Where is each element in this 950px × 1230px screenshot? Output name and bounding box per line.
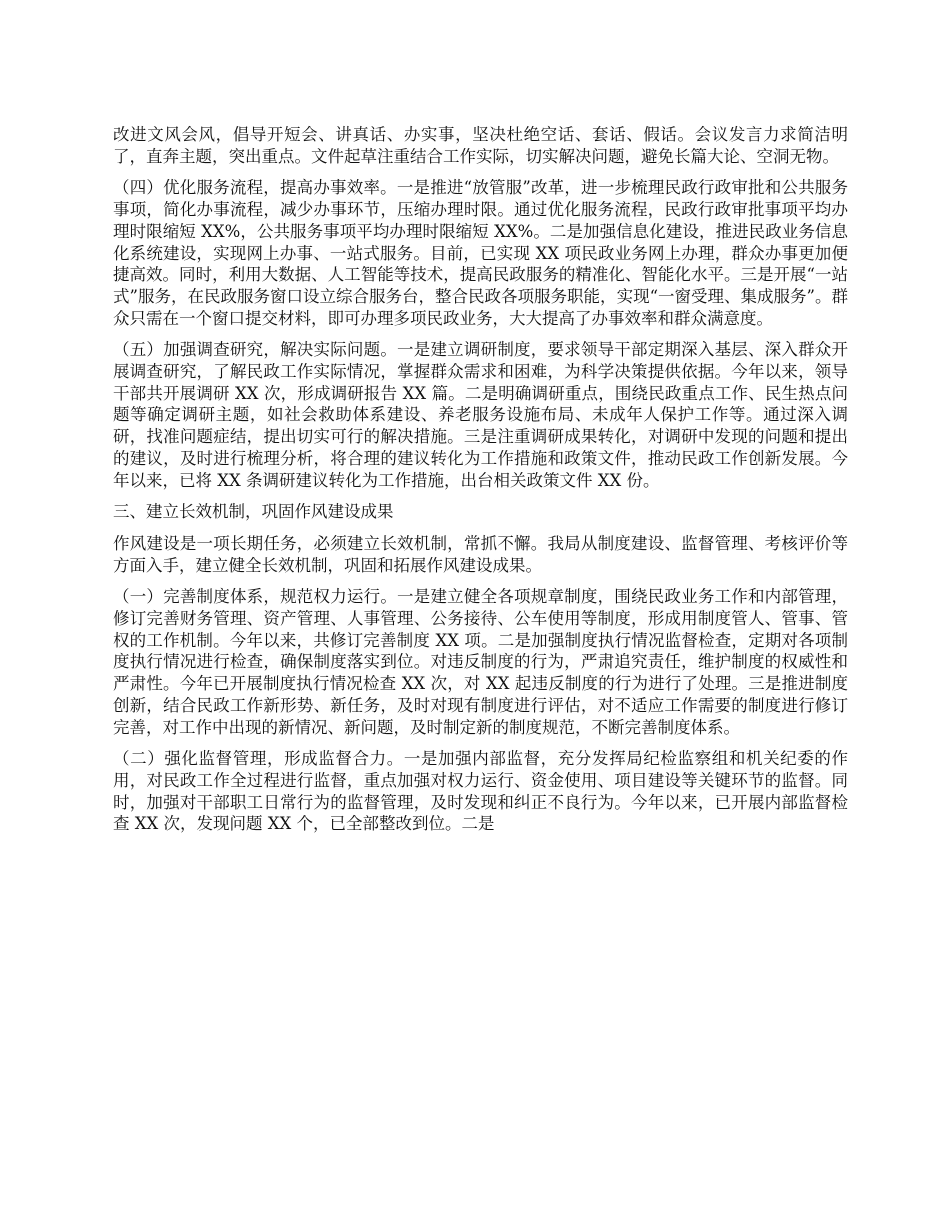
paragraph-long-term-intro: 作风建设是一项长期任务，必须建立长效机制，常抓不懈。我局从制度建设、监督管理、考核评价等方面入手，建立健全长效机制，巩固和拓展作风建设成果。 bbox=[113, 533, 848, 575]
document-body bbox=[113, 124, 848, 845]
paragraph-style-improvement: 改进文风会风，倡导开短会、讲真话、办实事，坚决杜绝空话、套话、假话。会议发言力求简洁明了，直奔主题，突出重点。文件起草注重结合工作实际，切实解决问题，避免长篇大论、空洞无物。 bbox=[113, 125, 848, 166]
paragraph-optimize-service: （四）优化服务流程，提高办事效率。一是推进“放管服”改革，进一步梳理民政行政审批和公共服务事项，简化办事流程，减少办事环节，压缩办理时限。通过优化服务流程，民政行政审批事项平均办理时限缩短 XX%，公共服务事项平均办理时限缩短 XX%。二是加强信息化建设，推进民政业务信息化系统建设，实现网上办事、一站式服务。目前，已实现 XX 项民政业务网上办理，群众办事更加便捷高效。同时，利用大数据、人工智能等技术，提高民政服务的精准化、智能化水平。三是开展“一站式”服务，在民政服务窗口设立综合服务台，整合民政各项服务职能，实现“一窗受理、集成服务”。群众只需在一个窗口提交材料，即可办理多项民政业务，大大提高了办事效率和群众满意度。 bbox=[113, 178, 848, 328]
paragraph-strengthen-supervision: （二）强化监督管理，形成监督合力。一是加强内部监督，充分发挥局纪检监察组和机关纪委的作用，对民政工作全过程进行监督，重点加强对权力运行、资金使用、项目建设等关键环节的监督。同时，加强对干部职工日常行为的监督管理，及时发现和纠正不良行为。今年以来，已开展内部监督检查 XX 次，发现问题 XX 个，已全部整改到位。二是 bbox=[113, 749, 848, 834]
paragraph-investigation-research: （五）加强调查研究，解决实际问题。一是建立调研制度，要求领导干部定期深入基层、深入群众开展调查研究，了解民政工作实际情况，掌握群众需求和困难，为科学决策提供依据。今年以来，领导干部共开展调研 XX 次，形成调研报告 XX 篇。二是明确调研重点，围绕民政重点工作、民生热点问题等确定调研主题，如社会救助体系建设、养老服务设施布局、未成年人保护工作等。通过深入调研，找准问题症结，提出切实可行的解决措施。三是注重调研成果转化，对调研中发现的问题和提出的建议，及时进行梳理分析，将合理的建议转化为工作措施和政策文件，推动民政工作创新发展。今年以来，已将 XX 条调研建议转化为工作措施，出台相关政策文件 XX 份。 bbox=[113, 340, 848, 490]
paragraph-improve-system: （一）完善制度体系，规范权力运行。一是建立健全各项规章制度，围绕民政业务工作和内部管理，修订完善财务管理、资产管理、人事管理、公务接待、公车使用等制度，形成用制度管人、管事、管权的工作机制。今年以来，共修订完善制度 XX 项。二是加强制度执行情况监督检查，定期对各项制度执行情况进行检查，确保制度落实到位。对违反制度的行为，严肃追究责任，维护制度的权威性和严肃性。今年已开展制度执行情况检查 XX 次，对 XX 起违反制度的行为进行了处理。三是推进制度创新，结合民政工作新形势、新任务，及时对现有制度进行评估，对不适应工作需要的制度进行修订完善，对工作中出现的新情况、新问题，及时制定新的制度规范，不断完善制度体系。 bbox=[113, 587, 848, 737]
section-heading-long-term-mechanism: 三、建立长效机制，巩固作风建设成果 bbox=[113, 502, 394, 522]
